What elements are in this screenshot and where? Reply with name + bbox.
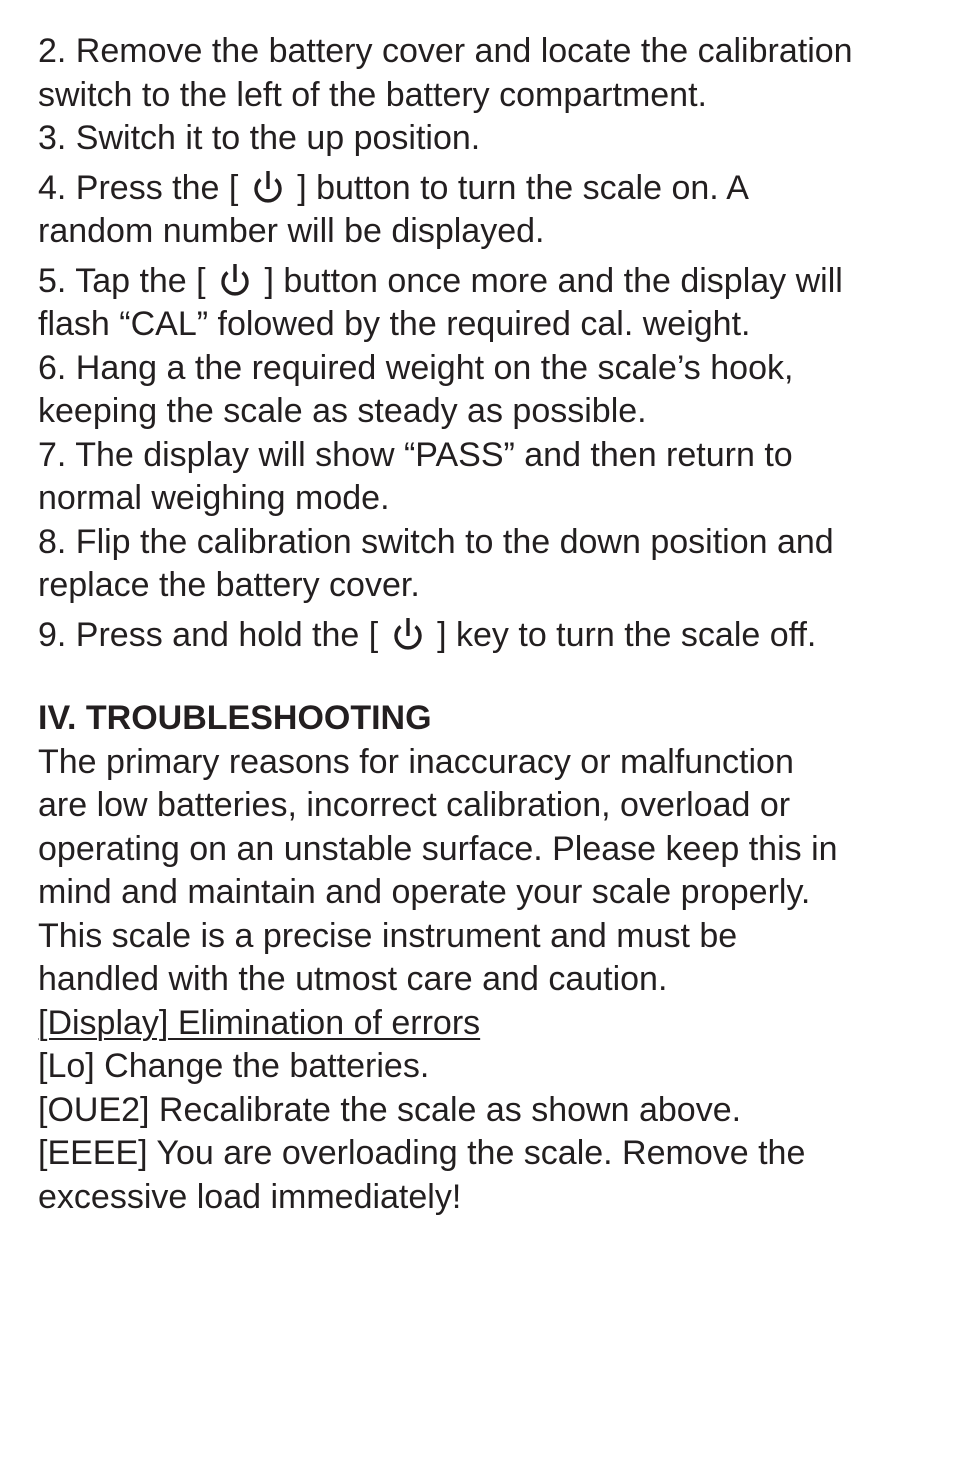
step-4-text-before: 4. Press the [	[38, 168, 248, 207]
step-9	[38, 614, 928, 658]
error-table-header	[38, 1002, 928, 1046]
error-table-header-text: [Display] Elimination of errors	[38, 1003, 481, 1042]
step-2	[38, 30, 928, 117]
error-row-oue2: [OUE2] Recalibrate the scale as shown above.	[38, 1090, 742, 1129]
step-5	[38, 260, 928, 347]
section-spacer	[38, 657, 928, 697]
step-6-line-2: keeping the scale as steady as possible.	[38, 392, 647, 430]
manual-page	[38, 30, 928, 1219]
error-row-eeee: [EEEE] You are overloading the scale. Remove the	[38, 1134, 806, 1172]
section-heading: IV. TROUBLESHOOTING	[38, 699, 432, 737]
step-2-line-2: switch to the left of the battery compartment.	[38, 75, 707, 114]
step-4-text-after: ] button to turn the scale on. A	[287, 168, 749, 207]
troubleshooting-section	[38, 697, 928, 1219]
step-5-line-2: flash “CAL” folowed by the required cal. weight.	[38, 305, 751, 343]
power-icon	[215, 261, 255, 301]
paragraph-line: handled with the utmost care and caution.	[38, 960, 668, 998]
step-3-line-1: 3. Switch it to the up position.	[38, 119, 481, 157]
step-6-line-1: 6. Hang a the required weight on the scale’s hook,	[38, 348, 794, 387]
step-9-text-before: 9. Press and hold the [	[38, 615, 388, 654]
step-8-line-1: 8. Flip the calibration switch to the down position and	[38, 522, 834, 561]
error-row-eeee-cont: excessive load immediately!	[38, 1177, 462, 1216]
paragraph-line: operating on an unstable surface. Please keep this in	[38, 829, 838, 868]
step-9-text-after: ] key to turn the scale off.	[427, 615, 817, 654]
power-icon	[388, 615, 428, 655]
step-6	[38, 347, 928, 434]
step-5-text-after: ] button once more and the display will	[255, 261, 843, 300]
paragraph-line: The primary reasons for inaccuracy or malfunction	[38, 742, 794, 781]
error-row-lo: [Lo] Change the batteries.	[38, 1047, 430, 1085]
step-7-line-1: 7. The display will show “PASS” and then return to	[38, 435, 793, 474]
paragraph-line: This scale is a precise instrument and must be	[38, 916, 738, 955]
step-8-line-2: replace the battery cover.	[38, 566, 420, 604]
step-7	[38, 434, 928, 521]
step-4-line-1	[38, 167, 928, 211]
step-3	[38, 117, 928, 161]
step-4	[38, 167, 928, 254]
step-9-line-1	[38, 614, 928, 658]
step-4-line-2: random number will be displayed.	[38, 212, 545, 250]
step-5-line-1	[38, 260, 928, 304]
paragraph-line: mind and maintain and operate your scale properly.	[38, 873, 811, 911]
paragraph-line: are low batteries, incorrect calibration, overload or	[38, 786, 791, 824]
step-7-line-2: normal weighing mode.	[38, 479, 390, 517]
step-5-text-before: 5. Tap the [	[38, 261, 216, 300]
step-2-line-1: 2. Remove the battery cover and locate the calibration	[38, 32, 853, 70]
step-8	[38, 521, 928, 608]
power-icon	[248, 168, 288, 208]
